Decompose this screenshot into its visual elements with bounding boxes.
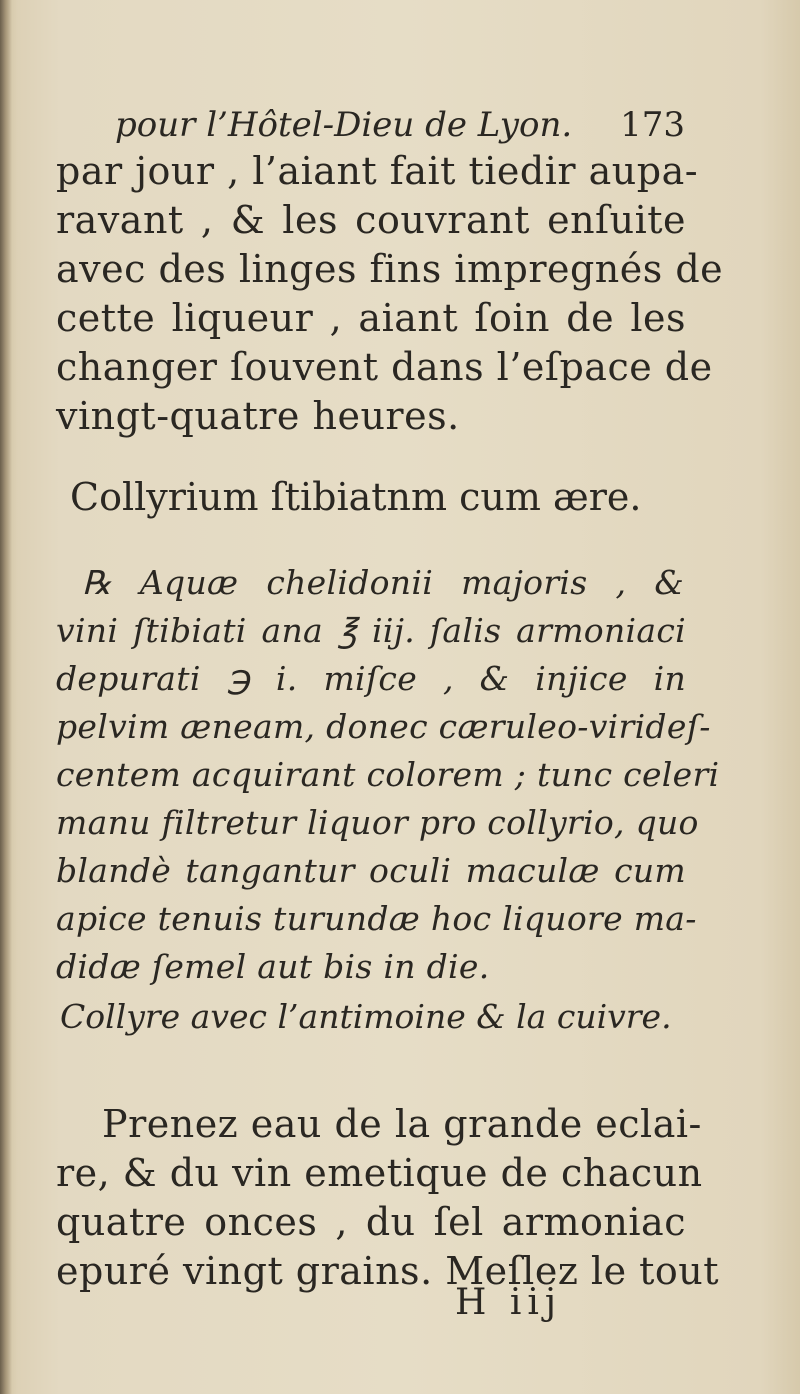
latin-line: vini ſtibiati ana ℥ iij. ſalis armoniaci xyxy=(56,611,686,650)
latin-line: depurati ℈ i. miſce , & injice in xyxy=(56,659,686,698)
latin-line: didæ ſemel aut bis in die. xyxy=(56,947,490,986)
latin-line: ℞ Aquæ chelidonii majoris , & xyxy=(82,563,684,602)
paragraph-1-line: changer ſouvent dans l’eſpace de xyxy=(56,345,713,389)
paragraph-1-line: cette liqueur , aiant ſoin de les xyxy=(56,296,686,340)
signature-mark: H iij xyxy=(455,1282,563,1323)
latin-line: blandè tangantur oculi maculæ cum xyxy=(56,851,686,890)
paragraph-1-line: ravant , & les couvrant enſuite xyxy=(56,198,686,242)
page-number: 173 xyxy=(620,105,685,145)
heading-latin: Collyrium ſtibiatnm cum ære. xyxy=(70,475,642,519)
latin-line: pelvim æneam, donec cæruleo-virideſ- xyxy=(56,707,711,746)
running-header xyxy=(115,105,685,145)
latin-line: apice tenuis turundæ hoc liquore ma- xyxy=(56,899,697,938)
latin-line: centem acquirant colorem ; tunc celeri xyxy=(56,755,720,794)
french-line: re, & du vin emetique de chacun xyxy=(56,1151,703,1195)
running-title: pour l’Hôtel-Dieu de Lyon. xyxy=(115,105,573,145)
paragraph-1-line: avec des linges fins impregnés de xyxy=(56,247,724,291)
heading-french: Collyre avec l’antimoine & la cuivre. xyxy=(60,997,672,1036)
french-line: epuré vingt grains. Meſlez le tout xyxy=(56,1249,720,1293)
latin-line: manu filtretur liquor pro collyrio, quo xyxy=(56,803,699,842)
french-line: Prenez eau de la grande eclai- xyxy=(102,1102,702,1146)
paragraph-1-line: par jour , l’aiant fait tiedir aupa- xyxy=(56,149,699,193)
page-gutter-shadow xyxy=(0,0,12,1394)
french-line: quatre onces , du ſel armoniac xyxy=(56,1200,686,1244)
paragraph-1-line: vingt-quatre heures. xyxy=(56,394,460,438)
